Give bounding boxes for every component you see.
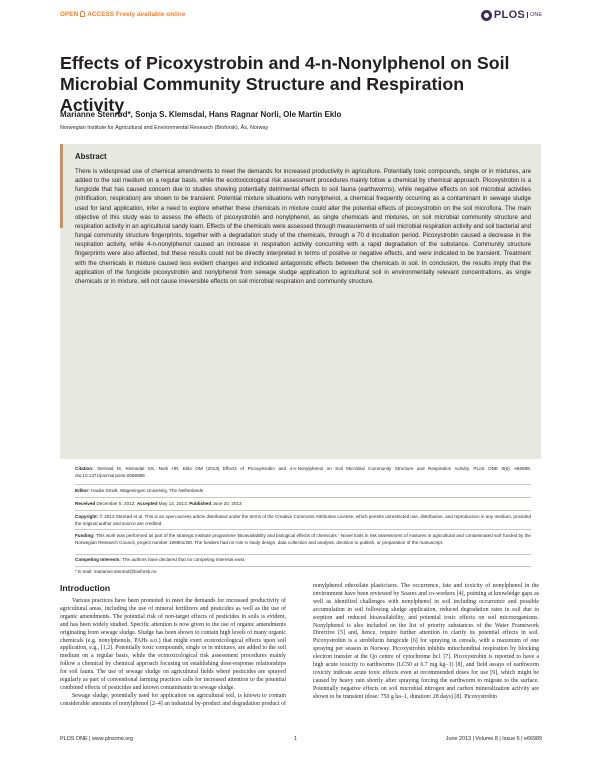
meta-divider (75, 554, 531, 555)
meta-divider (75, 497, 531, 498)
copyright: Copyright: © 2013 Stenrød et al. This is an open-access article distributed under the terms of the Creative Commons Attribution License, which permits unrestricted use, distribution, and reproduction in any medium, provided the original author and source are credited. (75, 514, 532, 526)
meta-divider (75, 566, 531, 567)
footer-journal: PLOS ONE | www.plosone.org (60, 736, 134, 742)
email: * E-mail: marianne.stenrod@bioforsk.no (75, 569, 157, 574)
affiliation: Norwegian Institute for Agricultural and Environmental Research (Bioforsk), Ås, Norway (60, 125, 269, 131)
article-title: Effects of Picoxystrobin and 4-n-Nonylphenol on Soil Microbial Community Structure and Respiration Activity (60, 53, 510, 115)
author-list: Marianne Stenrød*, Sonja S. Klemsdal, Hans Ragnar Norli, Ole Martin Eklo (60, 110, 342, 119)
right-column (313, 583, 539, 702)
abstract-text: There is widespread use of chemical amendments to meet the demands for increased productivity in agriculture. Potentially toxic compounds, single or in mixtures, are added to the soil medium on a regular basis, while the ecotoxicological risk assessment procedures mainly follow a chemical by chemical approach. Picoxystrobin is a fungicide that has caused concern due to studies showing potentially detrimental effects to soil fauna (earthworms), while negative effects on soil microbial activities (nitrification, respiration) are shown to be transient. Potential mixture situations with nonylphenol, a chemical frequently occurring as a contaminant in sewage sludge used for land application, infer a need to explore whether these chemicals in mixture could alter the potential effects of picoxystrobin on the soil microflora. The main objective of this study was to assess the effects of picoxystrobin and nonylphenol, as single chemicals and mixtures, on soil microbial community structure and respiration activity in an agricultural sandy loam. Effects of the chemicals were assessed through measurements of soil microbial respiration activity and soil bacterial and fungal community structure fingerprints, together with a degradation study of the chemicals, through a 70 d incubation period. Picoxystrobin caused a decrease in the respiration activity, while 4-n-nonylphenol caused an increase in respiration activity concurring with a rapid degradation of the substance. Community structure fingerprints were also affected, but these results could not be directly interpreted in terms of positive or negative effects, and were indicated to be transient. Treatment with the chemicals in mixture caused less evident changes and indicated antagonistic effects between the chemicals in soil. In conclusion, the results imply that the application of the fungicide picoxystrobin and nonylphenol from sewage sludge application to agricultural soil in environmentally relevant concentrations, as single chemicals or in mixture, will not cause irreversible effects on soil microbial respiration and community structure. (75, 168, 531, 285)
open-lock-icon (80, 11, 85, 17)
editor: Editor: Hauke Smidt, Wageningen University, The Netherlands (75, 488, 204, 493)
left-column (60, 598, 286, 709)
journal-header (60, 10, 542, 24)
meta-divider (75, 510, 531, 511)
meta-divider (75, 484, 531, 485)
page-number: 1 (294, 736, 297, 742)
meta-divider (75, 529, 531, 530)
open-access-label: OPEN ACCESS Freely available online (60, 11, 186, 18)
intro-paragraph: Sewage sludge, potentially used for application on agricultural soil, is known to contain considerable amounts of nonylphenol [2–4] an industrial by-product and degradation product of (60, 692, 286, 707)
plos-circle-icon (481, 10, 492, 21)
footer-issue: June 2013 | Volume 8 | Issue 6 | e66989 (445, 736, 542, 742)
competing-interests: Competing Interests: The authors have declared that no competing interests exist. (75, 557, 246, 562)
plos-logo: PLOS ONE (481, 9, 542, 21)
intro-paragraph: Various practices have been promoted to meet the demands for increased productivity of agricultural areas, including the use of mineral fertilizers and pesticides as well as the use of organic amendments. The potential risk of non-target effects of pesticides in soils is evident, and has been widely studied. Specific attention is now given to the use of organic amendments originating from sewage sludge. Sludge has been shown to contain high levels of many organic chemicals (e.g. nonylphenols, PAHs a.o.) that might exert ecotoxicological effects upon soil application, e.g., [1,2]. Potentially toxic compounds, single or in mixtures, are added to the soil medium on a regular basis, while the ecotoxicological risk assessment procedures mainly follow a chemical by chemical approach focusing on establishing dose-response relationships for soil fauna. The use of sewage sludge on agricultural fields where pesticides are sprayed regularly as part of conventional farming practices calls for increased attention to the potential combined effects of pesticides and known contaminants in sewage sludge. (60, 598, 286, 691)
funding: Funding: This work was performed as part of the strategic institute programme 'Bioavailability and biological effects of chemicals - Novel tools in risk assessment of mixtures in agricultural and contaminated soil' funded by the Norwegian Research Council, project number 186901/I30. The funders had no role in study design, data collection and analysis, decision to publish, or preparation of the manuscript. (75, 533, 531, 545)
introduction-heading: Introduction (60, 583, 111, 593)
citation: Citation: Stenrød M, Klemsdal SS, Norli HR, Eklo OM (2013) Effects of Picoxystrobin and 4-n-Nonylphenol on Soil Microbial Community Structure and Respiration Activity. PLoS ONE 8(6): e66989. doi:10.1371/journal.pone.0066989 (75, 466, 531, 478)
abstract-box (60, 144, 541, 459)
intro-paragraph: nonylphenol ethoxilate plasticisers. The occurrence, fate and toxicity of nonylphenol in the environment have been reviewed by Soares and co-workers [4], pointing at knowledge gaps as well as identified challenges with nonylphenol in soil including occurrence and possible accumulation in soil following sludge application, reduced degradation rates in soil due to sorption and reduced bioavailability, and potential toxic effects on soil microorganisms. Nonylphenol is also included on the list of priority substances of the Water Framework Directive [5] and, hence, require further attention to clarify its potential effects in soil. Picoxystrobin is a strobilurin fungicide [6] for spraying in cereals, with a maximum of one spraying per season in Norway. Picoxystrobin inhibits mitochondrial respiration by blocking electron transfer at the Qo centre of cytochrome bc1 [7]. Picoxystrobin is reported to have a high acute toxicity to earthworms (LC50 at 6.7 mg kg−1) [8], and field assays of earthworm toxicity indicate acute toxic effects even at recommended doses for use [9], which might be caused by heavy rain shortly after spraying forcing the earthworm to migrate to the surface. Potentially negative effects on soil microbial nitrogen and carbon mineralization activity are shown to be transient (dose: 750 g ha−1, duration: 28 days) [8]. Picoxystrobin (313, 583, 539, 700)
dates: Received December 5, 2012; Accepted May 13, 2013; Published June 20, 2013 (75, 501, 242, 506)
abstract-heading: Abstract (75, 152, 107, 161)
